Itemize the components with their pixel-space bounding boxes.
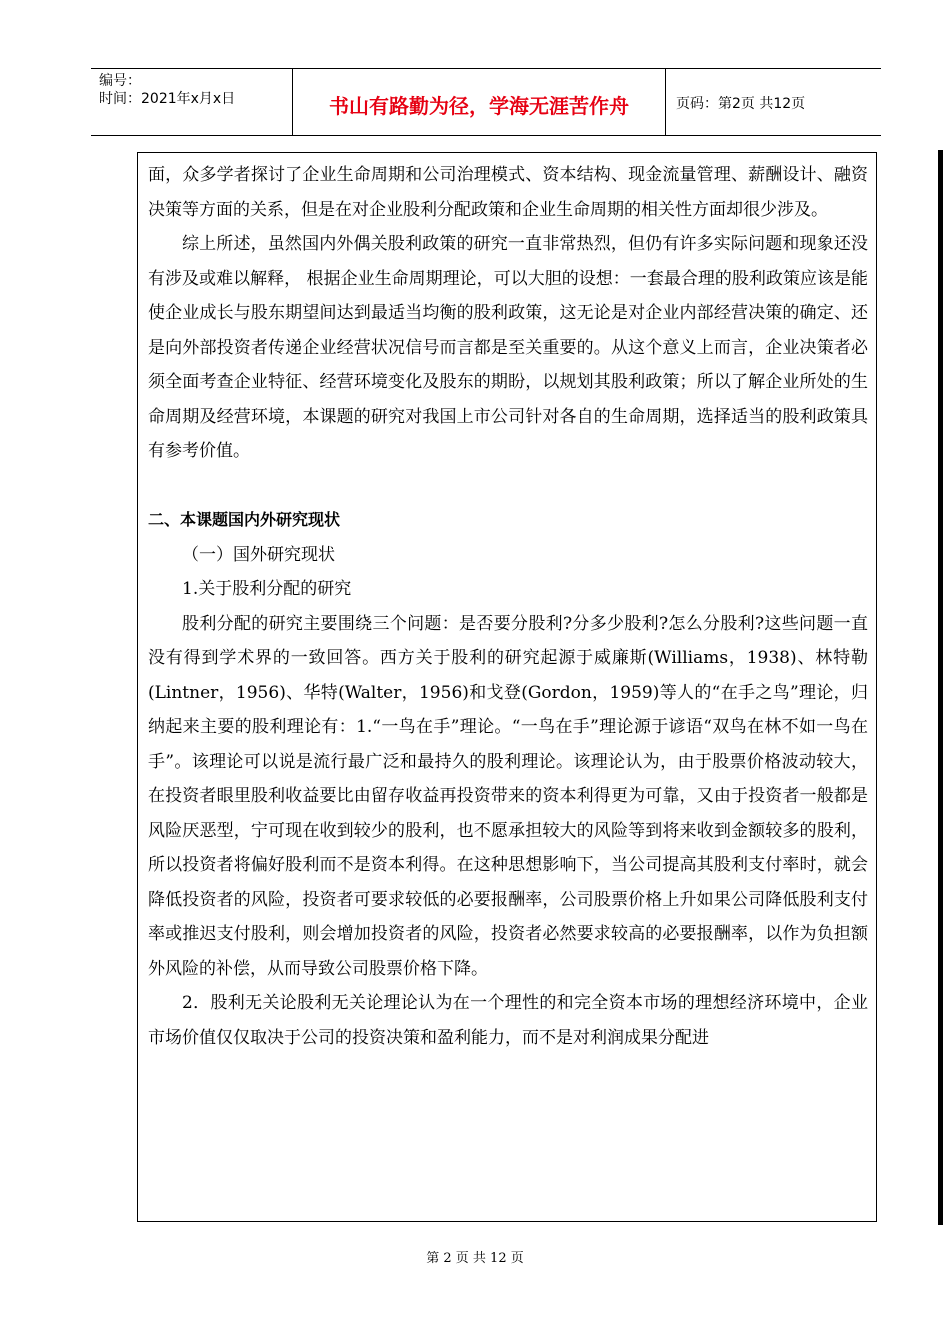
subsection-heading: （一）国外研究现状 <box>182 544 335 565</box>
header-top-rule <box>91 68 881 69</box>
content-frame <box>137 152 877 1222</box>
page-footer: 第 2 页 共 12 页 <box>426 1251 524 1266</box>
paragraph-3: 股利分配的研究主要围绕三个问题：是否要分股利?分多少股利?怎么分股利?这些问题一直没有得到学术界的一致回答。西方关于股利的研究起源于威廉斯(Williams，1938)、林特勒(Lintner，1956)、华特(Walter，1956)和戈登(Gordon，1959)等人的“在手之鸟”理论，归纳起来主要的股利理论有：1.“一鸟在手”理论。“一鸟在手”理论源于谚语“双鸟在林不如一鸟在手”。该理论可以说是流行最广泛和最持久的股利理论。该理论认为，由于股票价格波动较大，在投资者眼里股利收益要比由留存收益再投资带来的资本利得更为可靠，又由于投资者一般都是风险厌恶型，宁可现在收到较少的股利，也不愿承担较大的风险等到将来收到金额较多的股利，所以投资者将偏好股利而不是资本利得。在这种思想影响下，当公司提高其股利支付率时，就会降低投资者的风险，投资者可要求较低的必要报酬率，公司股票价格上升如果公司降低股利支付率或推迟支付股利，则会增加投资者的风险，投资者必然要求较高的必要报酬率，以作为负担额外风险的补偿，从而导致公司股票价格下降。 <box>148 613 868 979</box>
header-page-info: 页码：第2页 共12页 <box>676 96 806 112</box>
header-motto: 书山有路勤为径，学海无涯苦作舟 <box>329 94 629 118</box>
paragraph-2: 综上所述，虽然国内外偶关股利政策的研究一直非常热烈，但仍有许多实际问题和现象还没有涉及或难以解释， 根据企业生命周期理论，可以大胆的设想：一套最合理的股利政策应该是能使企业成长与股东期望间达到最适当均衡的股利政策，这无论是对企业内部经营决策的确定、还是向外部投资者传递企业经营状况信号而言都是至关重要的。从这个意义上而言，企业决策者必须全面考查企业特征、经营环境变化及股东的期盼，以规划其股利政策；所以了解企业所处的生命周期及经营环境，本课题的研究对我国上市公司针对各自的生命周期，选择适当的股利政策具有参考价值。 <box>148 234 868 461</box>
paragraph-1: 面，众多学者探讨了企业生命周期和公司治理模式、资本结构、现金流量管理、薪酬设计、融资决策等方面的关系，但是在对企业股利分配政策和企业生命周期的相关性方面却很少涉及。 <box>148 165 868 220</box>
header-divider-right <box>665 68 666 135</box>
section-heading: 二、本课题国内外研究现状 <box>148 510 341 529</box>
document-body <box>148 158 868 1055</box>
right-margin-bar <box>938 150 943 1225</box>
header-meta <box>99 72 235 108</box>
topic-heading: 1.关于股利分配的研究 <box>182 579 352 599</box>
time-label: 时间：2021年x月x日 <box>99 91 236 107</box>
spacer <box>148 469 868 504</box>
number-label: 编号： <box>99 73 141 89</box>
header-divider-left <box>292 68 293 135</box>
header-bottom-rule <box>91 135 881 136</box>
paragraph-4: 2．股利无关论股利无关论理论认为在一个理性的和完全资本市场的理想经济环境中，企业市场价值仅仅取决于公司的投资决策和盈利能力，而不是对利润成果分配进 <box>148 993 868 1048</box>
